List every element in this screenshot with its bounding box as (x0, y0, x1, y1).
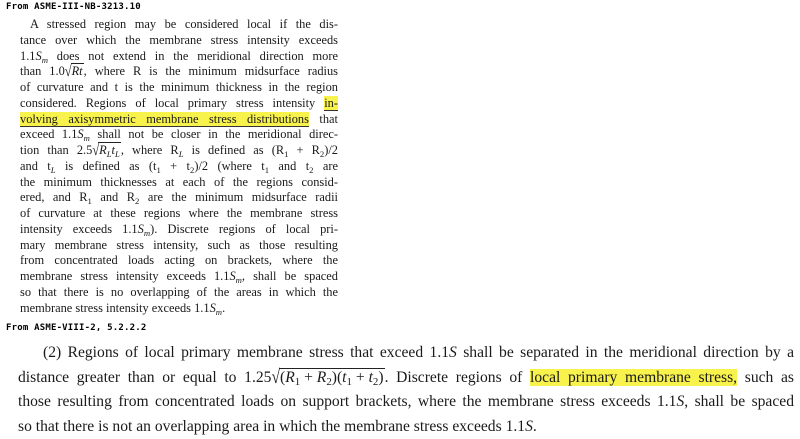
text-line: from concentrated loads acting on brackets, where the (20, 253, 338, 268)
text-line: volving axisymmetric membrane stress distributions that (20, 111, 338, 126)
text-line: than 1.0√Rt, where R is the minimum midsurface radius (20, 62, 338, 80)
text-line: tion than $2.5√R_Lt_L$, where $R_L$ is defined as $(R_1 + R_2)/2$ (20, 141, 338, 159)
text-line: so that there is no overlapping of the areas in which the (20, 284, 338, 299)
text-line: mary membrane stress intensity, such as those resulting (20, 237, 338, 252)
text-line: of curvature at these regions where the membrane stress (20, 206, 338, 220)
text-line: intensity exceeds $1.1S_m$). Discrete regions of local pri- (20, 221, 339, 238)
paragraph-asme-iii (20, 17, 338, 316)
sqrt-rt: √Rt (64, 62, 83, 80)
source-label-asme-iii: From ASME-III-NB-3213.10 (6, 2, 141, 12)
text-line: the minimum thicknesses at each of the regions consid- (20, 174, 338, 189)
text-line: those resulting from concentrated loads on support brackets, where the membrane stress exceeds 1.1S, shall be spaced (18, 393, 794, 411)
text-line: and $t_L$ is defined as $(t_1 + t_2)/2$ (where $t_1$ and $t_2$ are (20, 158, 339, 175)
text-line: A stressed region may be considered local if the dis- (30, 17, 338, 31)
sqrt-radii-thickness: $√(R_1 + R_2)(t_1 + t_2)$ (271, 366, 384, 388)
text-line: $1.1S_m$ does not extend in the meridional direction more (20, 48, 338, 65)
text-line: tance over which the membrane stress intensity exceeds (20, 32, 338, 47)
sqrt-rltl: $√R_Lt_L$ (92, 141, 120, 159)
text-line: membrane stress intensity exceeds $1.1S_m$. (20, 300, 226, 317)
text-line: exceed $1.1S_m$ shall not be closer in the meridional direc- (20, 127, 339, 144)
paragraph-asme-viii (18, 341, 794, 439)
text-line: so that there is not an overlapping area in which the membrane stress exceeds 1.1S. (18, 417, 537, 435)
text-line: membrane stress intensity exceeds $1.1S_m$, shall be spaced (20, 269, 339, 285)
highlight-local-primary-membrane-stress: local primary membrane stress, (530, 368, 738, 386)
text-line: ered, and $R_1$ and $R_2$ are the minimum midsurface radii (20, 190, 338, 207)
highlight-axisymmetric: in- (324, 95, 338, 110)
text-line: (2) Regions of local primary membrane stress that exceed 1.1S shall be separated in the meridional direction by a (43, 344, 794, 361)
highlight-axisymmetric-cont: volving axisymmetric membrane stress distributions (20, 111, 309, 126)
text-line: of curvature and t is the minimum thickness in the region (20, 80, 338, 94)
text-line: distance greater than or equal to $1.25√(R_1 + R_2)(t_1 + t_2)$. Discrete regions of local primary membrane stress, such as (18, 366, 794, 391)
source-label-asme-viii: From ASME-VIII-2, 5.2.2.2 (6, 323, 147, 333)
text-line: considered. Regions of local primary stress intensity in- (20, 95, 338, 110)
